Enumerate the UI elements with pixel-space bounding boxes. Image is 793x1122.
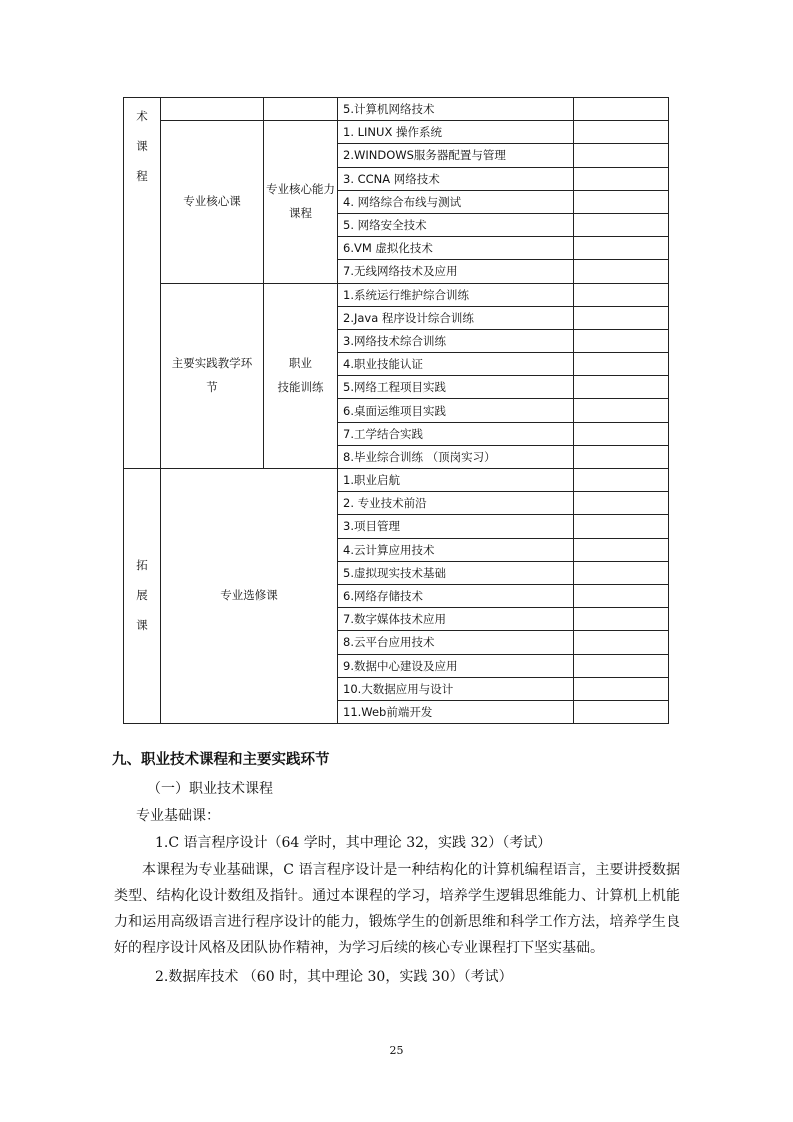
category-char: 课 xyxy=(136,138,148,153)
category-char: 展 xyxy=(136,588,148,603)
table-row xyxy=(124,98,669,121)
category-char: 拓 xyxy=(136,558,148,573)
course-item: 6.桌面运维项目实践 xyxy=(338,399,574,422)
empty-cell xyxy=(574,700,669,723)
course-item: 6.VM 虚拟化技术 xyxy=(338,237,574,260)
course-description: 本课程为专业基础课，C 语言程序设计是一种结构化的计算机编程语言，主要讲授数据类型、结构化设计数组及指针。通过本课程的学习，培养学生逻辑思维能力、计算机上机能力和运用高级语言进行程序设计的能力，锻炼学生的创新思维和科学工作方法，培养学生良好的程序设计风格及团队协作精神，为学习后续的核心专业课程打下坚实基础。 xyxy=(114,862,680,956)
course-item: 4. 网络综合布线与测试 xyxy=(338,190,574,213)
course-item: 3.网络技术综合训练 xyxy=(338,329,574,352)
course-item: 3.项目管理 xyxy=(338,515,574,538)
table-row xyxy=(124,283,669,306)
practice-label xyxy=(161,283,264,469)
core-ability-line: 专业核心能力 xyxy=(266,182,335,197)
section-heading: 九、职业技术课程和主要实践环节 xyxy=(112,752,330,768)
skill-training-line: 技能训练 xyxy=(277,379,324,394)
core-course-label: 专业核心课 xyxy=(161,121,264,283)
empty-cell xyxy=(574,561,669,584)
empty-cell xyxy=(264,98,338,121)
empty-cell xyxy=(574,144,669,167)
empty-cell xyxy=(574,445,669,468)
course-item: 8.毕业综合训练 （顶岗实习） xyxy=(338,445,574,468)
course-item: 2.WINDOWS服务器配置与管理 xyxy=(338,144,574,167)
course-heading: 1.C 语言程序设计（64 学时，其中理论 32，实践 32）（考试） xyxy=(155,835,552,851)
category-char: 术 xyxy=(136,109,148,123)
empty-cell xyxy=(574,98,669,121)
empty-cell xyxy=(574,469,669,492)
empty-cell xyxy=(574,584,669,607)
course-item: 6.网络存储技术 xyxy=(338,584,574,607)
subsection-heading: （一）职业技术课程 xyxy=(147,781,273,797)
course-item: 7.无线网络技术及应用 xyxy=(338,260,574,283)
course-item: 11.Web前端开发 xyxy=(338,700,574,723)
category-char: 课 xyxy=(136,617,148,632)
course-item: 5.网络工程项目实践 xyxy=(338,376,574,399)
skill-training-label xyxy=(264,283,338,469)
practice-label-line: 主要实践教学环 xyxy=(171,356,253,371)
empty-cell xyxy=(574,492,669,515)
course-item: 4.云计算应用技术 xyxy=(338,538,574,561)
course-item: 1.系统运行维护综合训练 xyxy=(338,283,574,306)
empty-cell xyxy=(574,213,669,236)
empty-cell xyxy=(574,654,669,677)
course-item: 1.职业启航 xyxy=(338,469,574,492)
table-row xyxy=(124,469,669,492)
category-cell-extension xyxy=(124,469,161,724)
empty-cell xyxy=(574,121,669,144)
empty-cell xyxy=(574,538,669,561)
empty-cell xyxy=(574,422,669,445)
empty-cell xyxy=(574,260,669,283)
empty-cell xyxy=(574,677,669,700)
empty-cell xyxy=(574,353,669,376)
empty-cell xyxy=(574,237,669,260)
skill-training-line: 职业 xyxy=(289,356,312,371)
page-number: 25 xyxy=(389,1044,404,1057)
empty-cell xyxy=(574,376,669,399)
course-item: 5. 网络安全技术 xyxy=(338,213,574,236)
empty-cell xyxy=(574,190,669,213)
course-item: 5.虚拟现实技术基础 xyxy=(338,561,574,584)
course-item: 3. CCNA 网络技术 xyxy=(338,167,574,190)
curriculum-table xyxy=(123,97,669,724)
course-item: 1. LINUX 操作系统 xyxy=(338,121,574,144)
core-ability-line: 课程 xyxy=(289,205,312,220)
empty-cell xyxy=(574,631,669,654)
course-item: 7.工学结合实践 xyxy=(338,422,574,445)
course-item: 8.云平台应用技术 xyxy=(338,631,574,654)
empty-cell xyxy=(574,306,669,329)
course-item: 10.大数据应用与设计 xyxy=(338,677,574,700)
practice-label-line: 节 xyxy=(206,379,218,394)
empty-cell xyxy=(574,329,669,352)
course-category-label: 专业基础课： xyxy=(136,808,220,824)
category-cell-tech xyxy=(124,98,161,469)
empty-cell xyxy=(574,608,669,631)
empty-cell xyxy=(574,283,669,306)
empty-cell xyxy=(574,167,669,190)
core-ability-label xyxy=(264,121,338,283)
course-item: 9.数据中心建设及应用 xyxy=(338,654,574,677)
course-item: 5.计算机网络技术 xyxy=(338,98,574,121)
course-item: 4.职业技能认证 xyxy=(338,353,574,376)
course-item: 7.数字媒体技术应用 xyxy=(338,608,574,631)
empty-cell xyxy=(574,399,669,422)
elective-label: 专业选修课 xyxy=(161,469,338,724)
table-row xyxy=(124,121,669,144)
course-item: 2. 专业技术前沿 xyxy=(338,492,574,515)
course-heading: 2.数据库技术 （60 时，其中理论 30，实践 30）（考试） xyxy=(155,969,513,985)
empty-cell xyxy=(161,98,264,121)
empty-cell xyxy=(574,515,669,538)
category-char: 程 xyxy=(136,168,148,183)
course-item: 2.Java 程序设计综合训练 xyxy=(338,306,574,329)
